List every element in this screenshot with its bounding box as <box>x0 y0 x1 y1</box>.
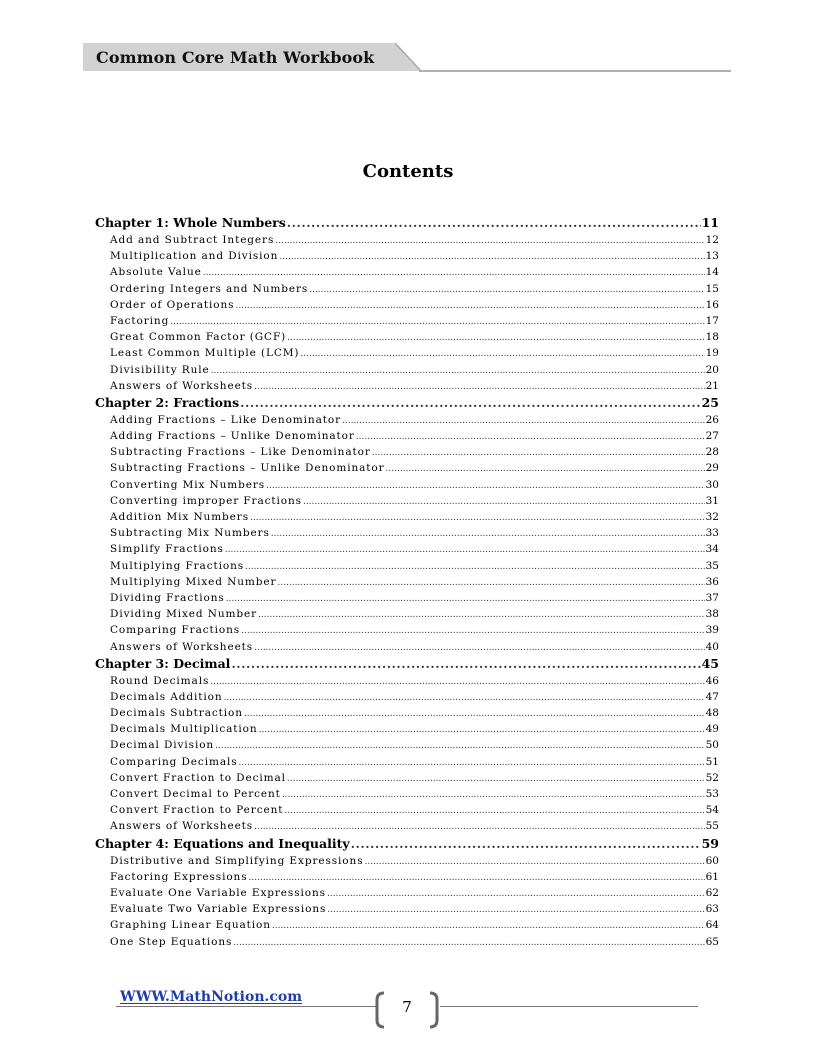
page-number: 7 <box>402 998 412 1016</box>
toc-dot-leader <box>254 379 705 394</box>
toc-dot-leader <box>287 771 705 786</box>
toc-dot-leader <box>266 478 705 493</box>
toc-dot-leader <box>327 886 705 901</box>
table-of-contents <box>95 214 719 950</box>
footer-rule-right <box>440 1006 698 1007</box>
toc-entry-label: Convert Fraction to Percent <box>110 804 284 817</box>
toc-entry-label: Answers of Worksheets <box>110 379 254 392</box>
toc-page-number: 37 <box>705 591 719 604</box>
toc-entry-label: Converting improper Fractions <box>110 494 302 507</box>
toc-item-row[interactable] <box>95 329 719 345</box>
toc-dot-leader <box>215 738 705 753</box>
toc-page-number: 28 <box>705 446 719 459</box>
toc-item-row[interactable] <box>95 297 719 313</box>
toc-item-row[interactable] <box>95 477 719 493</box>
toc-item-row[interactable] <box>95 345 719 361</box>
header-banner <box>83 43 733 73</box>
toc-dot-leader <box>386 461 705 476</box>
toc-chapter-row[interactable] <box>95 394 719 412</box>
toc-entry-label: Decimals Subtraction <box>110 707 243 720</box>
toc-entry-label: Round Decimals <box>110 674 210 687</box>
toc-item-row[interactable] <box>95 281 719 297</box>
toc-item-row[interactable] <box>95 606 719 622</box>
toc-dot-leader <box>235 298 704 313</box>
toc-item-row[interactable] <box>95 248 719 264</box>
toc-item-row[interactable] <box>95 574 719 590</box>
toc-dot-leader <box>241 623 705 638</box>
toc-item-row[interactable] <box>95 853 719 869</box>
toc-page-number: 33 <box>705 527 719 540</box>
toc-dot-leader <box>364 854 704 869</box>
toc-dot-leader <box>170 314 704 329</box>
website-link[interactable]: WWW.MathNotion.com <box>120 989 303 1005</box>
toc-item-row[interactable] <box>95 428 719 444</box>
toc-page-number: 46 <box>705 674 719 687</box>
toc-entry-label: Simplify Fractions <box>110 543 224 556</box>
book-title: Common Core Math Workbook <box>96 48 375 67</box>
toc-dot-leader <box>351 835 701 853</box>
toc-dot-leader <box>240 394 700 412</box>
toc-entry-label: Answers of Worksheets <box>110 820 254 833</box>
toc-entry-label: Add and Subtract Integers <box>110 234 275 246</box>
toc-dot-leader <box>279 249 704 264</box>
toc-page-number: 21 <box>705 379 719 392</box>
toc-page-number: 60 <box>705 854 719 867</box>
header-tab-edge <box>395 43 425 73</box>
toc-item-row[interactable] <box>95 378 719 394</box>
toc-dot-leader <box>203 265 705 280</box>
toc-page-number: 54 <box>705 804 719 817</box>
toc-page-number: 51 <box>705 755 719 768</box>
toc-page-number: 65 <box>705 935 719 948</box>
toc-page-number: 20 <box>705 363 719 376</box>
toc-item-row[interactable] <box>95 558 719 574</box>
toc-chapter-row[interactable] <box>95 835 719 853</box>
toc-entry-label: Multiplication and Division <box>110 250 279 263</box>
page-title: Contents <box>362 161 454 182</box>
toc-page-number: 18 <box>705 331 719 344</box>
toc-page-number: 25 <box>701 394 719 410</box>
toc-page-number: 59 <box>701 835 719 851</box>
toc-item-row[interactable] <box>95 934 719 950</box>
toc-page-number: 40 <box>705 640 719 653</box>
toc-entry-label: Decimal Division <box>110 739 215 752</box>
toc-dot-leader <box>244 706 705 721</box>
toc-item-row[interactable] <box>95 232 719 248</box>
toc-dot-leader <box>309 282 704 297</box>
toc-page-number: 38 <box>705 608 719 621</box>
toc-dot-leader <box>249 870 705 885</box>
toc-item-row[interactable] <box>95 622 719 638</box>
toc-dot-leader <box>250 510 705 525</box>
toc-item-row[interactable] <box>95 493 719 509</box>
toc-entry-label: Decimals Multiplication <box>110 723 258 736</box>
toc-item-row[interactable] <box>95 460 719 476</box>
toc-dot-leader <box>372 445 705 460</box>
toc-page-number: 52 <box>705 771 719 784</box>
toc-item-row[interactable] <box>95 412 719 428</box>
toc-dot-leader <box>300 346 704 361</box>
toc-dot-leader <box>275 233 704 248</box>
toc-item-row[interactable] <box>95 754 719 770</box>
toc-entry-label: Chapter 2: Fractions <box>95 394 240 410</box>
toc-dot-leader <box>259 722 705 737</box>
toc-dot-leader <box>211 363 705 378</box>
header-rule <box>419 70 731 72</box>
toc-dot-leader <box>239 755 705 770</box>
toc-page-number: 19 <box>705 347 719 360</box>
toc-entry-label: Chapter 4: Equations and Inequality <box>95 835 350 851</box>
toc-entry-label: Addition Mix Numbers <box>110 511 250 523</box>
toc-item-row[interactable] <box>95 673 719 689</box>
toc-page-number: 32 <box>705 511 719 523</box>
toc-page-number: 34 <box>705 543 719 556</box>
toc-entry-label: Dividing Mixed Number <box>110 608 258 621</box>
toc-page-number: 15 <box>705 282 719 295</box>
toc-item-row[interactable] <box>95 525 719 541</box>
toc-dot-leader <box>303 494 705 509</box>
toc-page-number: 61 <box>705 870 719 883</box>
toc-page-number: 35 <box>705 559 719 572</box>
footer-rule-left <box>116 1006 378 1007</box>
toc-page-number: 50 <box>705 739 719 752</box>
toc-dot-leader <box>282 787 705 802</box>
toc-page-number: 47 <box>705 690 719 703</box>
toc-page-number: 30 <box>705 478 719 491</box>
toc-entry-label: Absolute Value <box>110 266 202 279</box>
toc-dot-leader <box>226 591 705 606</box>
toc-page-number: 63 <box>705 903 719 916</box>
toc-entry-label: Comparing Decimals <box>110 755 238 768</box>
toc-item-row[interactable] <box>95 786 719 802</box>
toc-page-number: 55 <box>705 820 719 833</box>
toc-entry-label: Divisibility Rule <box>110 363 210 376</box>
toc-item-row[interactable] <box>95 869 719 885</box>
toc-entry-label: Chapter 3: Decimal <box>95 655 231 671</box>
toc-entry-label: Ordering Integers and Numbers <box>110 282 309 295</box>
toc-dot-leader <box>272 918 705 933</box>
toc-dot-leader <box>233 935 704 950</box>
toc-entry-label: Multiplying Fractions <box>110 559 245 572</box>
toc-page-number: 13 <box>705 250 719 263</box>
toc-entry-label: Evaluate One Variable Expressions <box>110 886 326 899</box>
toc-page-number: 64 <box>705 919 719 932</box>
toc-entry-label: Decimals Addition <box>110 690 223 703</box>
toc-entry-label: Adding Fractions – Unlike Denominator <box>110 430 355 443</box>
toc-item-row[interactable] <box>95 885 719 901</box>
toc-item-row[interactable] <box>95 901 719 917</box>
toc-entry-label: Distributive and Simplifying Expressions <box>110 854 364 867</box>
toc-item-row[interactable] <box>95 264 719 280</box>
toc-item-row[interactable] <box>95 770 719 786</box>
toc-page-number: 11 <box>701 215 719 230</box>
toc-item-row[interactable] <box>95 802 719 818</box>
toc-page-number: 16 <box>705 298 719 311</box>
toc-item-row[interactable] <box>95 362 719 378</box>
toc-dot-leader <box>287 330 704 345</box>
toc-entry-label: Dividing Fractions <box>110 591 225 604</box>
toc-item-row[interactable] <box>95 721 719 737</box>
toc-item-row[interactable] <box>95 917 719 933</box>
toc-dot-leader <box>287 214 701 232</box>
toc-item-row[interactable] <box>95 590 719 606</box>
toc-page-number: 62 <box>705 886 719 899</box>
toc-page-number: 45 <box>701 655 719 671</box>
toc-entry-label: Chapter 1: Whole Numbers <box>95 215 286 230</box>
toc-dot-leader <box>231 655 700 673</box>
toc-page-number: 14 <box>705 266 719 279</box>
toc-item-row[interactable] <box>95 541 719 557</box>
toc-dot-leader <box>258 607 705 622</box>
toc-page-number: 27 <box>705 430 719 443</box>
toc-entry-label: Adding Fractions – Like Denominator <box>110 413 341 426</box>
toc-chapter-row[interactable] <box>95 655 719 673</box>
toc-dot-leader <box>225 542 705 557</box>
toc-item-row[interactable] <box>95 705 719 721</box>
toc-entry-label: Factoring <box>110 314 170 327</box>
toc-entry-label: Factoring Expressions <box>110 870 248 883</box>
toc-entry-label: Least Common Multiple (LCM) <box>110 347 300 360</box>
toc-entry-label: Multiplying Mixed Number <box>110 575 277 588</box>
toc-dot-leader <box>327 902 704 917</box>
toc-item-row[interactable] <box>95 737 719 753</box>
toc-item-row[interactable] <box>95 689 719 705</box>
toc-dot-leader <box>277 575 704 590</box>
toc-page-number: 49 <box>705 723 719 736</box>
toc-page-number: 36 <box>705 575 719 588</box>
toc-entry-label: Convert Decimal to Percent <box>110 788 281 800</box>
toc-page-number: 48 <box>705 707 719 720</box>
toc-entry-label: Convert Fraction to Decimal <box>110 771 286 784</box>
toc-entry-label: Subtracting Fractions – Unlike Denominator <box>110 462 385 475</box>
toc-item-row[interactable] <box>95 818 719 834</box>
toc-dot-leader <box>271 526 705 541</box>
toc-entry-label: Evaluate Two Variable Expressions <box>110 903 327 916</box>
toc-entry-label: Converting Mix Numbers <box>110 478 266 491</box>
toc-page-number: 31 <box>705 494 719 507</box>
toc-item-row[interactable] <box>95 509 719 525</box>
toc-dot-leader <box>284 803 704 818</box>
toc-page-number: 53 <box>705 788 719 800</box>
toc-entry-label: Order of Operations <box>110 298 235 311</box>
toc-dot-leader <box>356 429 705 444</box>
toc-chapter-row[interactable] <box>95 214 719 232</box>
toc-entry-label: Graphing Linear Equation <box>110 919 271 932</box>
toc-item-row[interactable] <box>95 444 719 460</box>
toc-entry-label: Great Common Factor (GCF) <box>110 331 287 344</box>
toc-page-number: 26 <box>705 413 719 426</box>
toc-page-number: 17 <box>705 314 719 327</box>
toc-dot-leader <box>224 690 705 705</box>
toc-entry-label: Answers of Worksheets <box>110 640 254 653</box>
toc-page-number: 12 <box>705 234 719 246</box>
toc-page-number: 29 <box>705 462 719 475</box>
toc-dot-leader <box>245 559 705 574</box>
toc-dot-leader <box>210 674 704 689</box>
toc-entry-label: One Step Equations <box>110 935 233 948</box>
toc-entry-label: Subtracting Mix Numbers <box>110 527 270 540</box>
toc-entry-label: Comparing Fractions <box>110 624 241 637</box>
toc-dot-leader <box>342 413 705 428</box>
toc-item-row[interactable] <box>95 639 719 655</box>
toc-entry-label: Subtracting Fractions – Like Denominator <box>110 446 371 459</box>
toc-page-number: 39 <box>705 624 719 637</box>
toc-dot-leader <box>254 640 705 655</box>
toc-dot-leader <box>254 819 705 834</box>
toc-item-row[interactable] <box>95 313 719 329</box>
